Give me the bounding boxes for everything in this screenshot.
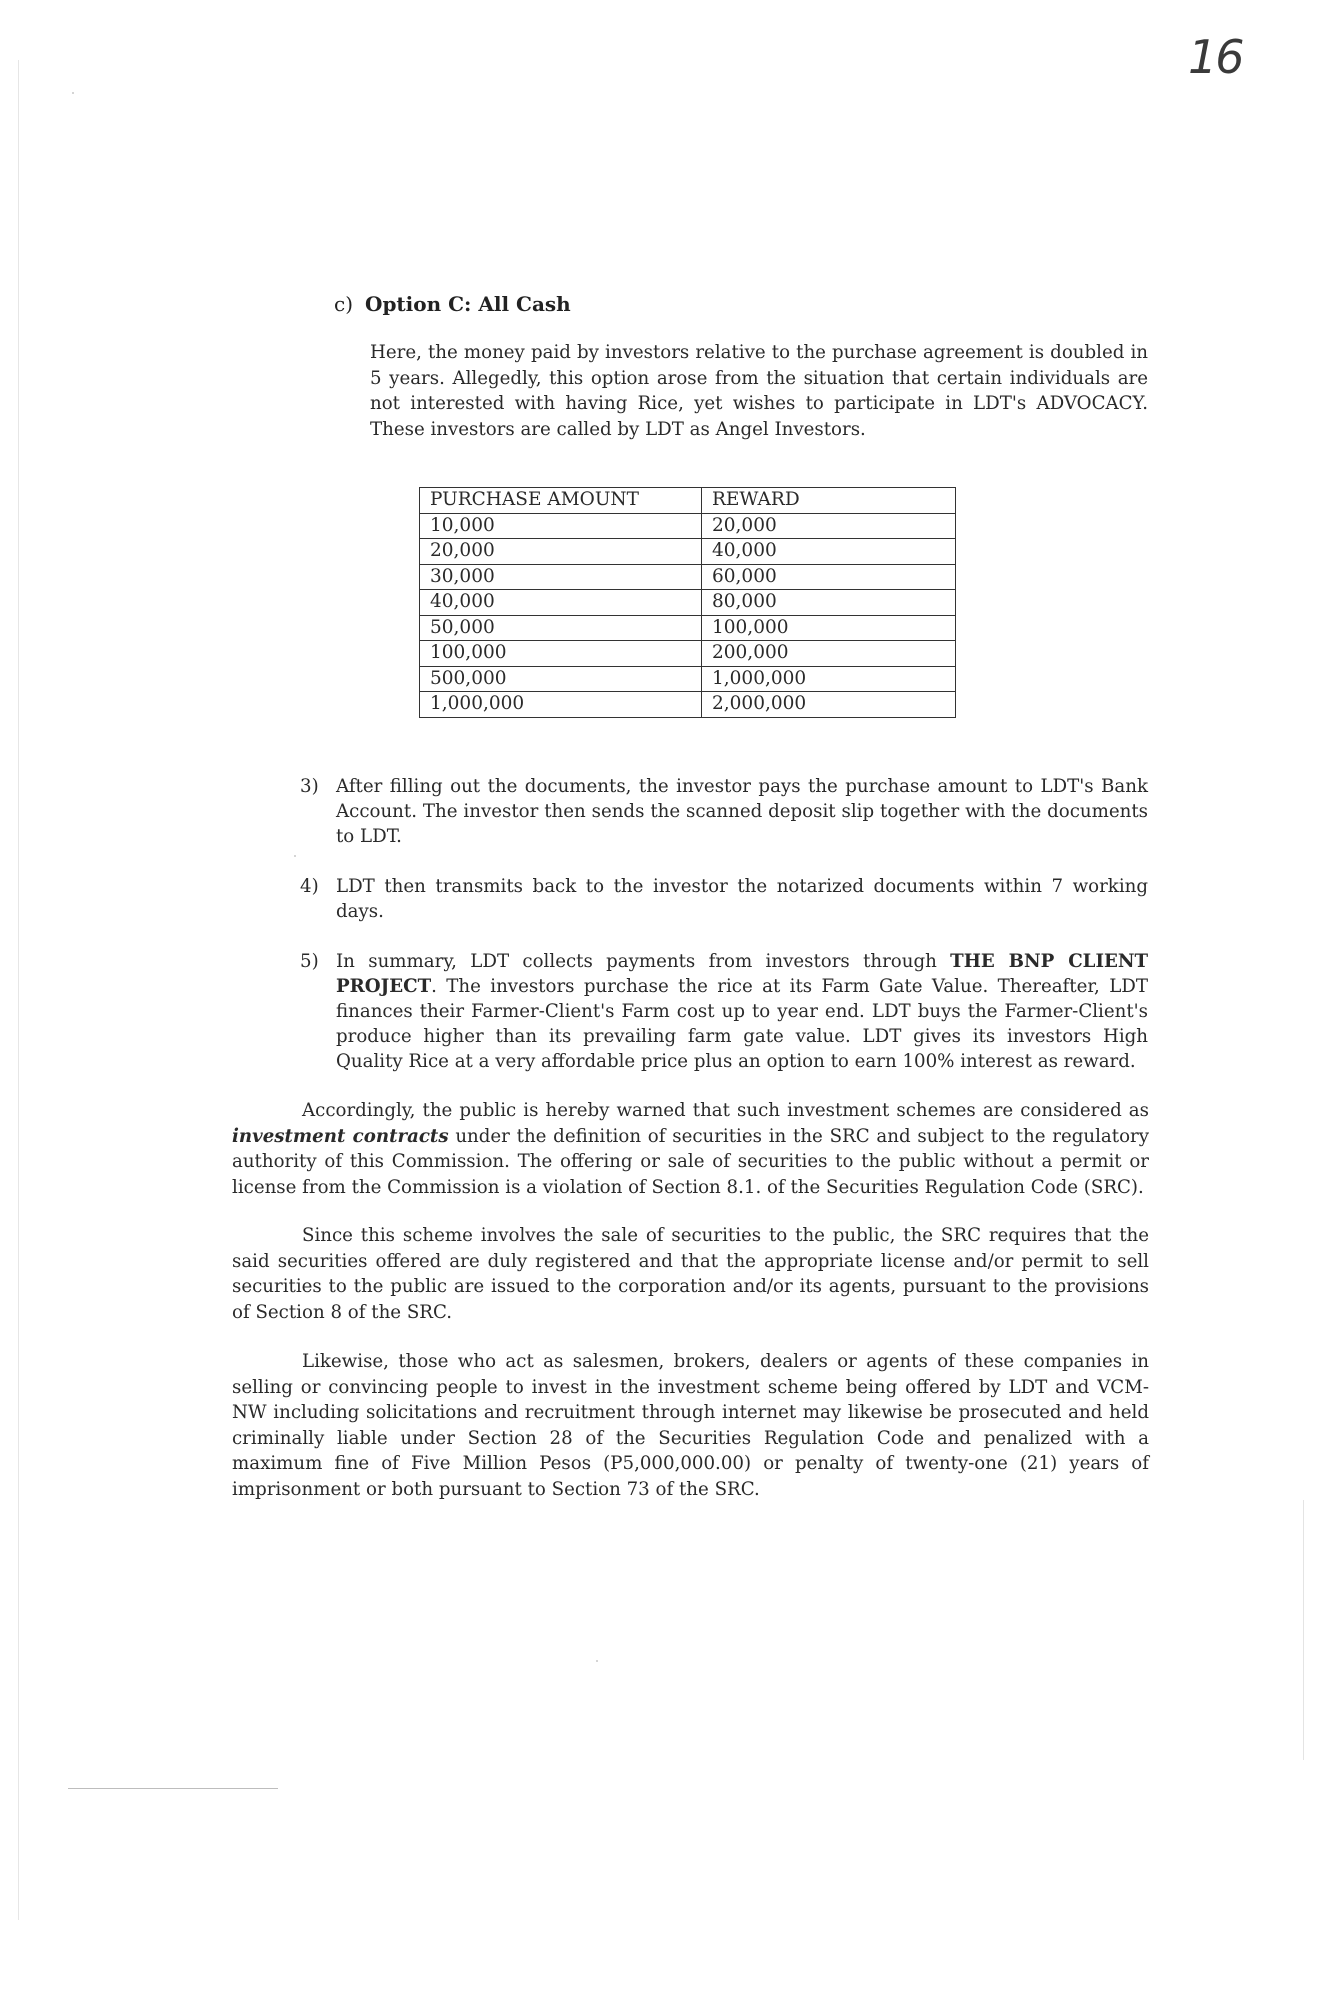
purchase-amount-cell: 10,000 bbox=[420, 513, 702, 539]
reward-cell: 2,000,000 bbox=[702, 692, 956, 718]
purchase-amount-cell: 100,000 bbox=[420, 641, 702, 667]
scan-speck bbox=[294, 855, 296, 857]
header-reward: REWARD bbox=[702, 488, 956, 514]
table-row bbox=[420, 539, 956, 565]
reward-cell: 200,000 bbox=[702, 641, 956, 667]
section-title: Option C: All Cash bbox=[365, 292, 571, 316]
scan-mark-bottom bbox=[68, 1788, 278, 1789]
item-text bbox=[336, 949, 1148, 1074]
item-number: 5) bbox=[300, 951, 319, 972]
item-text-part: In summary, LDT collects payments from investors through bbox=[336, 951, 951, 972]
list-item-4 bbox=[300, 874, 1148, 924]
item-number: 4) bbox=[300, 876, 319, 897]
reward-cell: 60,000 bbox=[702, 564, 956, 590]
item-number: 3) bbox=[300, 776, 319, 797]
reward-table bbox=[419, 487, 956, 718]
purchase-amount-cell: 50,000 bbox=[420, 615, 702, 641]
purchase-amount-cell: 500,000 bbox=[420, 666, 702, 692]
warning-text: Accordingly, the public is hereby warned that such investment schemes are considered as bbox=[302, 1100, 1149, 1121]
purchase-amount-cell: 30,000 bbox=[420, 564, 702, 590]
scan-edge-left bbox=[18, 60, 19, 1920]
header-purchase-amount: PURCHASE AMOUNT bbox=[420, 488, 702, 514]
reward-cell: 100,000 bbox=[702, 615, 956, 641]
table-row bbox=[420, 615, 956, 641]
registration-paragraph: Since this scheme involves the sale of securities to the public, the SRC requires that the said securities offered are duly registered and that the appropriate license and/or permit to sell securities to the public are issued to the corporation and/or its agents, pursuant to the provisions of Section 8 of the SRC. bbox=[232, 1225, 1149, 1323]
option-c-paragraph: Here, the money paid by investors relative to the purchase agreement is doubled in 5 years. Allegedly, this option arose from the situation that certain individuals are not interested with having Rice, yet wishes to participate in LDT's ADVOCACY. These investors are called by LDT as Angel Investors. bbox=[370, 342, 1148, 440]
item-text: LDT then transmits back to the investor the notarized documents within 7 working days. bbox=[336, 876, 1148, 922]
table-row bbox=[420, 692, 956, 718]
reward-cell: 20,000 bbox=[702, 513, 956, 539]
purchase-amount-cell: 1,000,000 bbox=[420, 692, 702, 718]
reward-cell: 1,000,000 bbox=[702, 666, 956, 692]
scan-speck bbox=[596, 1660, 598, 1662]
list-item-3 bbox=[300, 774, 1148, 849]
table-row bbox=[420, 513, 956, 539]
table-row bbox=[420, 564, 956, 590]
item-text: After filling out the documents, the investor pays the purchase amount to LDT's Bank Account. The investor then sends the scanned deposit slip together with the documents to LDT. bbox=[336, 776, 1148, 847]
project-name: THE BNP CLIENT PROJECT bbox=[336, 951, 1149, 997]
handwritten-page-number: 16 bbox=[1188, 30, 1243, 84]
table-header-row bbox=[420, 488, 956, 514]
table-row bbox=[420, 666, 956, 692]
section-heading bbox=[334, 292, 571, 316]
purchase-amount-cell: 40,000 bbox=[420, 590, 702, 616]
warning-text: under the definition of securities in the SRC and subject to the regulatory authority of this Commission. The offering or sale of securities to the public without a permit or license from the Commission is a violation of Section 8.1. of the Securities Regulation Code (SRC). bbox=[232, 1125, 1149, 1198]
liability-paragraph: Likewise, those who act as salesmen, brokers, dealers or agents of these companies in selling or convincing people to invest in the investment scheme being offered by LDT and VCM-NW including solicitations and recruitment through internet may likewise be prosecuted and held criminally liable under Section 28 of the Securities Regulation Code and penalized with a maximum fine of Five Million Pesos (P5,000,000.00) or penalty of twenty-one (21) years of imprisonment or both pursuant to Section 73 of the SRC. bbox=[232, 1351, 1149, 1500]
list-item-5 bbox=[300, 949, 1148, 1074]
scan-speck bbox=[72, 92, 74, 94]
reward-cell: 40,000 bbox=[702, 539, 956, 565]
warning-paragraph bbox=[232, 1098, 1149, 1200]
purchase-amount-cell: 20,000 bbox=[420, 539, 702, 565]
item-text-part: . The investors purchase the rice at its Farm Gate Value. Thereafter, LDT finances their Farmer-Client's Farm cost up to year end. LDT buys the Farmer-Client's produce higher than its prevailing farm gate value. LDT gives its investors High Quality Rice at a very affordable price plus an option to earn 100% interest as reward. bbox=[336, 976, 1148, 1072]
section-marker: c) bbox=[334, 292, 354, 316]
table-row bbox=[420, 590, 956, 616]
investment-contracts-term: investment contracts bbox=[232, 1125, 449, 1147]
table-row bbox=[420, 641, 956, 667]
scan-edge-right bbox=[1303, 1500, 1304, 1760]
reward-cell: 80,000 bbox=[702, 590, 956, 616]
